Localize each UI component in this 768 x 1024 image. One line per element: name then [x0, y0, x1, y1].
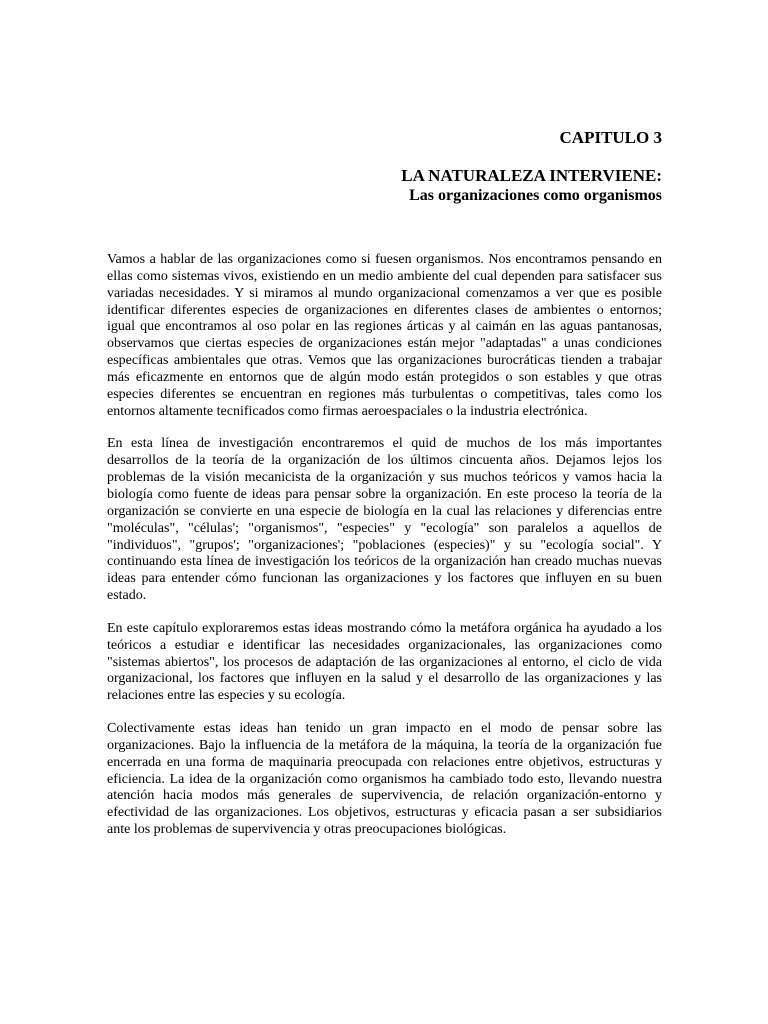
chapter-number: CAPITULO 3 [559, 128, 662, 147]
paragraph-1: Vamos a hablar de las organizaciones como si fuesen organismos. Nos encontramos pensando en ellas como sistemas vivos, existiendo en un medio ambiente del cual dependen para satisfacer sus variadas necesidades. Y si miramos al mundo organizacional comenzamos a ver que es posible identificar diferentes especies de organizaciones en diferentes clases de ambientes o entornos; igual que encontramos al oso polar en las regiones árticas y al caimán en las aguas pantanosas, observamos que ciertas especies de organizaciones están mejor "adaptadas" a unas condiciones específicas ambientales que otras. Vemos que las organizaciones burocráticas tienden a trabajar más eficazmente en entornos que de algún modo están protegidos o son estables y que otras especies diferentes se encuentran en regiones más turbulentas o competitivas, tales como los entornos altamente tecnificados como firmas aeroespaciales o la industria electrónica. [107, 252, 662, 419]
chapter-body [107, 252, 662, 855]
paragraph-3: En este capítulo exploraremos estas ideas mostrando cómo la metáfora orgánica ha ayudado a los teóricos a estudiar e identificar las necesidades organizacionales, las organizaciones como "sistemas abiertos", los procesos de adaptación de las organizaciones al entorno, el ciclo de vida organizacional, los factores que influyen en la salud y el desarrollo de las organizaciones y las relaciones entre las especies y su ecología. [107, 620, 662, 704]
paragraph-4: Colectivamente estas ideas han tenido un gran impacto en el modo de pensar sobre las organizaciones. Bajo la influencia de la metáfora de la máquina, la teoría de la organización fue encerrada en una forma de maquinaria preocupada con relaciones entre objetivos, estructuras y eficiencia. La idea de la organización como organismos ha cambiado todo esto, llevando nuestra atención hacia modos más generales de supervivencia, de relación organización-entorno y efectividad de las organizaciones. Los objetivos, estructuras y eficacia pasan a ser subsidiarios ante los problemas de supervivencia y otras preocupaciones biológicas. [107, 721, 662, 838]
chapter-title: LA NATURALEZA INTERVIENE: [401, 166, 662, 185]
chapter-subtitle: Las organizaciones como organismos [409, 187, 662, 204]
paragraph-2: En esta línea de investigación encontraremos el quid de muchos de los más importantes desarrollos de la teoría de la organización de los últimos cincuenta años. Dejamos lejos los problemas de la visión mecanicista de la organización y sus muchos teóricos y vamos hacia la biología como fuente de ideas para pensar sobre la organización. En este proceso la teoría de la organización se convierte en una especie de biología en la cual las relaciones y diferencias entre "moléculas", "células'; "organismos", "especies" y "ecología" son paralelos a aquellos de "individuos", "grupos'; "organizaciones'; "poblaciones (especies)" y su "ecología social". Y continuando esta línea de investigación los teóricos de la organización han creado muchas nuevas ideas para entender cómo funcionan las organizaciones y los factores que influyen en su buen estado. [107, 436, 662, 604]
